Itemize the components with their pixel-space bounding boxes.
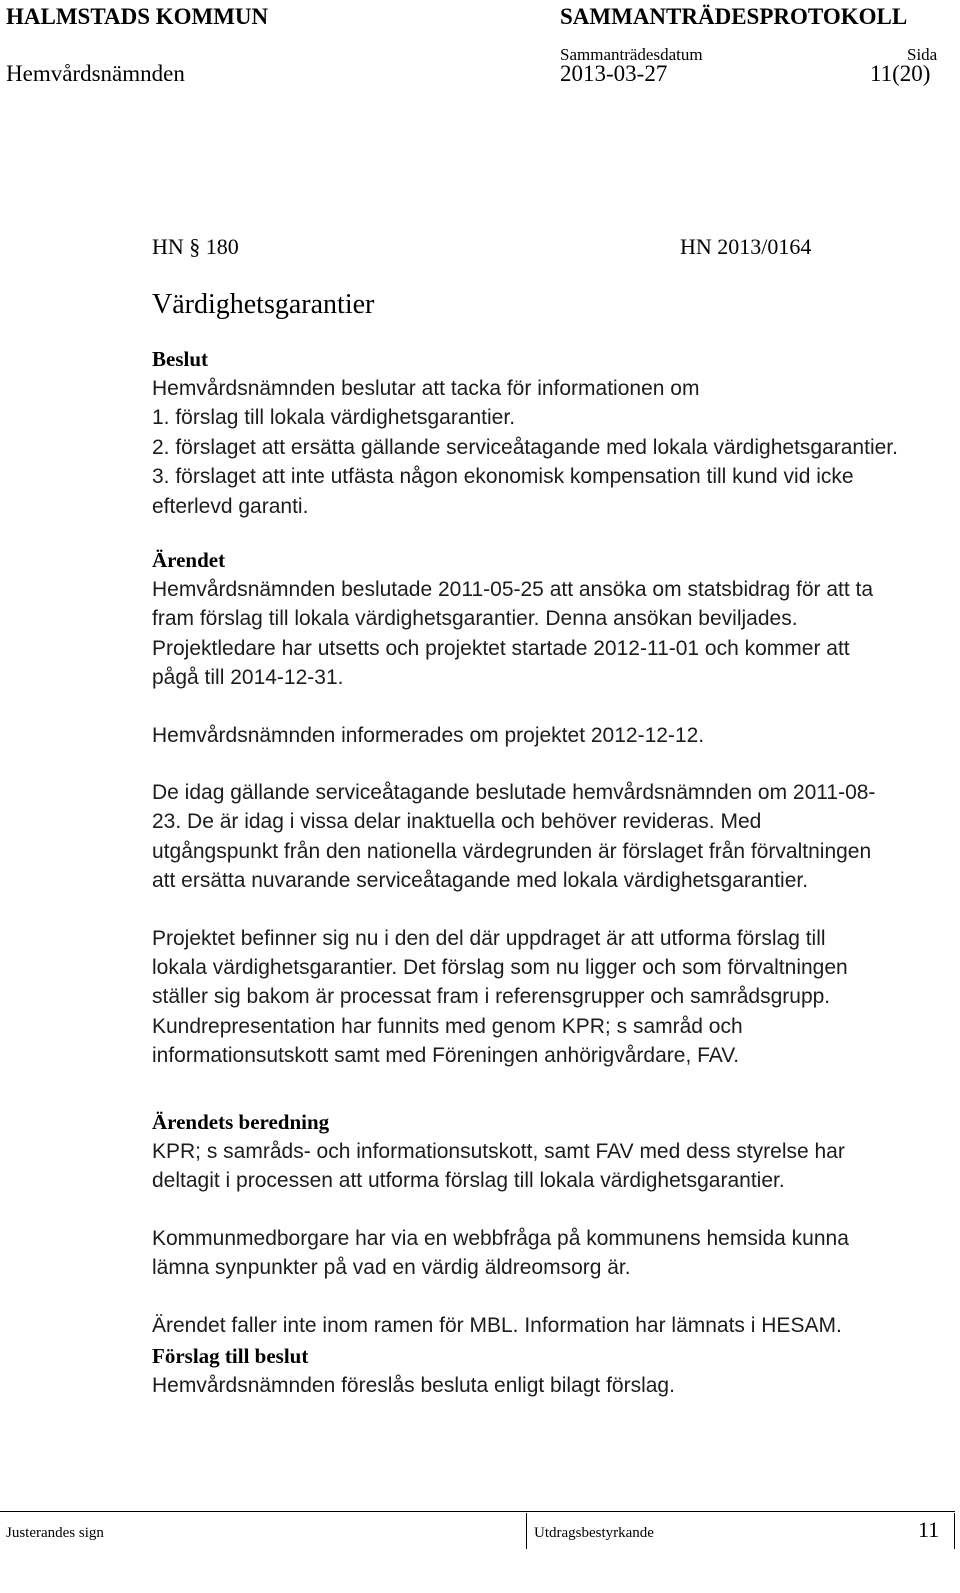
beredning-section: [152, 1108, 952, 1340]
beredning-paragraph: [152, 1311, 952, 1340]
text-line: fram förslag till lokala värdighetsgarantier. Denna ansökan beviljades.: [152, 607, 798, 631]
organization-name: HALMSTADS KOMMUN: [6, 4, 269, 29]
beredning-paragraph: [152, 1224, 952, 1283]
beslut-line: 1. förslag till lokala värdighetsgarantier.: [152, 406, 516, 430]
text-line: Hemvårdsnämnden föreslås besluta enligt bilagt förslag.: [152, 1374, 675, 1397]
page-number: 11(20): [870, 61, 931, 86]
case-number: HN 2013/0164: [680, 234, 812, 259]
text-line: Kundrepresentation har funnits med genom KPR; s samråd och: [152, 1014, 743, 1038]
forslag-section: [152, 1342, 952, 1400]
footer-divider: [0, 1511, 955, 1512]
beslut-line: 2. förslaget att ersätta gällande serviceåtagande med lokala värdighetsgarantier.: [152, 435, 898, 459]
text-line: Hemvårdsnämnden beslutade 2011-05-25 att ansöka om statsbidrag för att ta: [152, 578, 874, 601]
beredning-paragraph: [152, 1137, 952, 1196]
beslut-body: [152, 374, 952, 521]
beslut-heading: Beslut: [152, 347, 209, 371]
text-line: Ärendet faller inte inom ramen för MBL. Information har lämnats i HESAM.: [152, 1313, 842, 1337]
meeting-date: 2013-03-27: [560, 61, 668, 86]
document-type: SAMMANTRÄDESPROTOKOLL: [560, 4, 908, 29]
text-line: pågå till 2014-12-31.: [152, 666, 344, 690]
footer-page-number: 11: [918, 1517, 940, 1542]
text-line: utgångspunkt från den nationella värdegrunden är förslaget från förvaltningen: [152, 839, 872, 863]
page-title: Värdighetsgarantier: [152, 289, 375, 320]
arendet-paragraph: [152, 924, 952, 1071]
utdragsbestyrkande-label: Utdragsbestyrkande: [534, 1525, 654, 1541]
date-label: Sammanträdesdatum: [560, 45, 703, 64]
text-line: deltagit i processen att utforma förslag till lokala värdighetsgarantier.: [152, 1169, 785, 1193]
arendet-section: [152, 546, 952, 1071]
page-label: Sida: [907, 45, 938, 64]
text-line: Hemvårdsnämnden informerades om projektet 2012-12-12.: [152, 723, 705, 747]
forslag-paragraph: [152, 1371, 952, 1400]
text-line: informationsutskott samt med Föreningen anhörigvårdare, FAV.: [152, 1044, 740, 1068]
page-footer: [0, 1511, 960, 1551]
text-line: ställer sig bakom är processat fram i referensgrupper och samrådsgrupp.: [152, 985, 831, 1009]
text-line: att ersätta nuvarande serviceåtagande med lokala värdighetsgarantier.: [152, 869, 809, 893]
text-line: KPR; s samråds- och informationsutskott, samt FAV med dess styrelse har: [152, 1140, 845, 1163]
beslut-line: efterlevd garanti.: [152, 494, 309, 518]
arendet-heading: Ärendet: [152, 548, 226, 572]
justerandes-sign-label: Justerandes sign: [6, 1525, 104, 1541]
beslut-line: 3. förslaget att inte utfästa någon ekonomisk kompensation till kund vid icke: [152, 465, 854, 489]
text-line: Kommunmedborgare har via en webbfråga på kommunens hemsida kunna: [152, 1226, 849, 1250]
text-line: Projektet befinner sig nu i den del där uppdraget är att utforma förslag till: [152, 926, 826, 950]
text-line: lämna synpunkter på vad en värdig äldreomsorg är.: [152, 1256, 631, 1280]
arendet-paragraph: [152, 778, 952, 896]
case-paragraph: HN § 180: [152, 234, 239, 259]
text-line: lokala värdighetsgarantier. Det förslag som nu ligger och som förvaltningen: [152, 956, 848, 980]
committee-name: Hemvårdsnämnden: [6, 61, 185, 86]
text-line: Projektledare har utsetts och projektet startade 2012-11-01 och kommer att: [152, 636, 850, 660]
arendet-paragraph: [152, 721, 952, 750]
beredning-heading: Ärendets beredning: [152, 1110, 330, 1134]
text-line: 23. De är idag i vissa delar inaktuella och behöver revideras. Med: [152, 810, 762, 834]
beslut-line: Hemvårdsnämnden beslutar att tacka för informationen om: [152, 377, 700, 400]
forslag-heading: Förslag till beslut: [152, 1344, 309, 1368]
beslut-section: [152, 345, 952, 521]
text-line: De idag gällande serviceåtagande beslutade hemvårdsnämnden om 2011-08-: [152, 781, 876, 805]
arendet-paragraph: [152, 575, 952, 693]
